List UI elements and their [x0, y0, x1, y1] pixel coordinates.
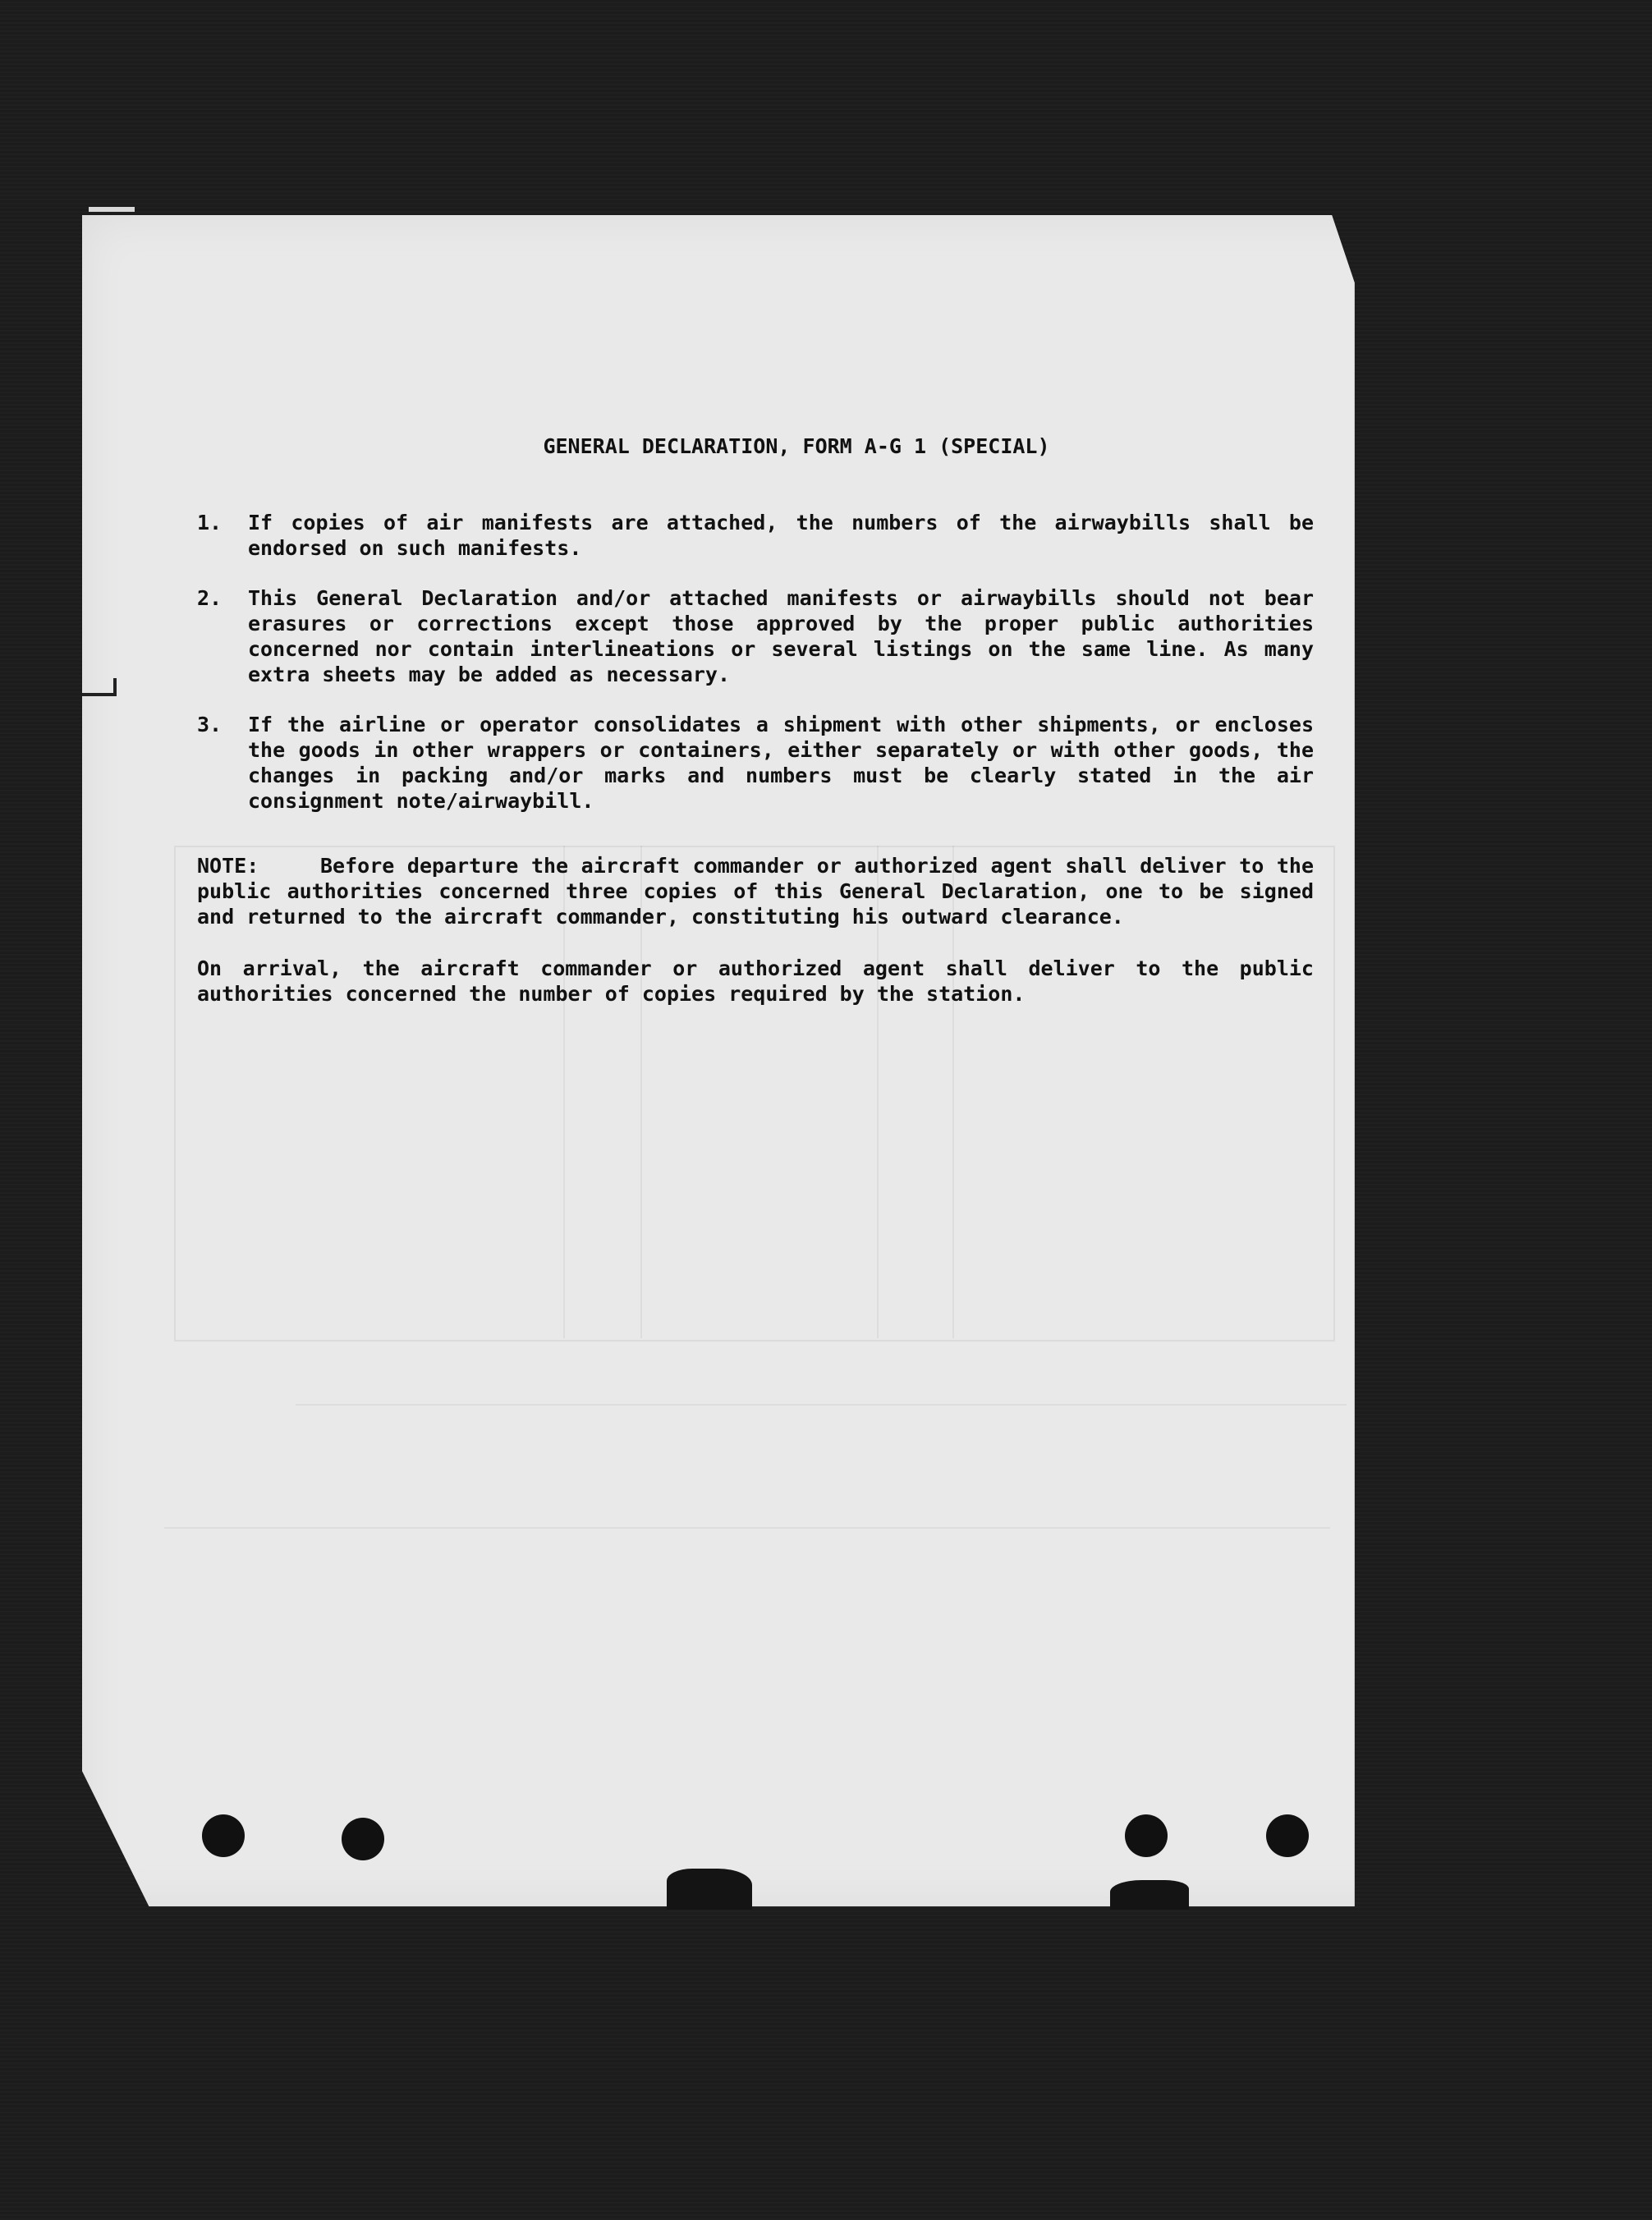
bleed-through-rule: [164, 1527, 1330, 1529]
punch-hole: [202, 1814, 245, 1857]
item-text: This General Declaration and/or attached manifests or airwaybills should not bear erasures or corrections except those approved by the proper public authorities concerned nor contain interlineations or several listings on the same line. As many extra sheets may be added as necessary.: [248, 586, 1314, 686]
punch-hole: [1266, 1814, 1309, 1857]
punch-hole: [1125, 1814, 1168, 1857]
list-item: [197, 510, 1314, 561]
margin-bracket-mark: [82, 678, 117, 696]
list-item: [197, 585, 1314, 687]
list-item: [197, 712, 1314, 814]
item-number: 2.: [197, 586, 223, 610]
declaration-instructions: [197, 433, 1314, 1007]
torn-edge: [667, 1869, 752, 1910]
scan-edge-mark: [89, 207, 135, 212]
item-text: If copies of air manifests are attached, the numbers of the airwaybills shall be endorsed on such manifests.: [248, 511, 1314, 560]
page-title: GENERAL DECLARATION, FORM A-G 1 (SPECIAL): [543, 434, 1050, 458]
note-text: Before departure the aircraft commander or authorized agent shall deliver to the public authorities concerned three copies of this General Declaration, one to be signed and returned to the aircraft commander, constituting his outward clearance.: [197, 854, 1314, 929]
item-number: 1.: [197, 511, 223, 534]
item-number: 3.: [197, 713, 223, 736]
torn-edge: [1110, 1880, 1189, 1910]
bleed-through-rule: [296, 1404, 1347, 1406]
item-text: If the airline or operator consolidates a shipment with other shipments, or encloses the goods in other wrappers or containers, either separately or with other goods, the changes in packing and/or marks and numbers must be clearly stated in the air consignment note/airwaybill.: [248, 713, 1314, 813]
punch-hole: [342, 1818, 384, 1860]
note-label: NOTE:: [197, 854, 259, 878]
arrival-paragraph: On arrival, the aircraft commander or authorized agent shall deliver to the public authorities concerned the number of copies required by the station.: [197, 956, 1314, 1006]
note-paragraph: [197, 853, 1314, 929]
